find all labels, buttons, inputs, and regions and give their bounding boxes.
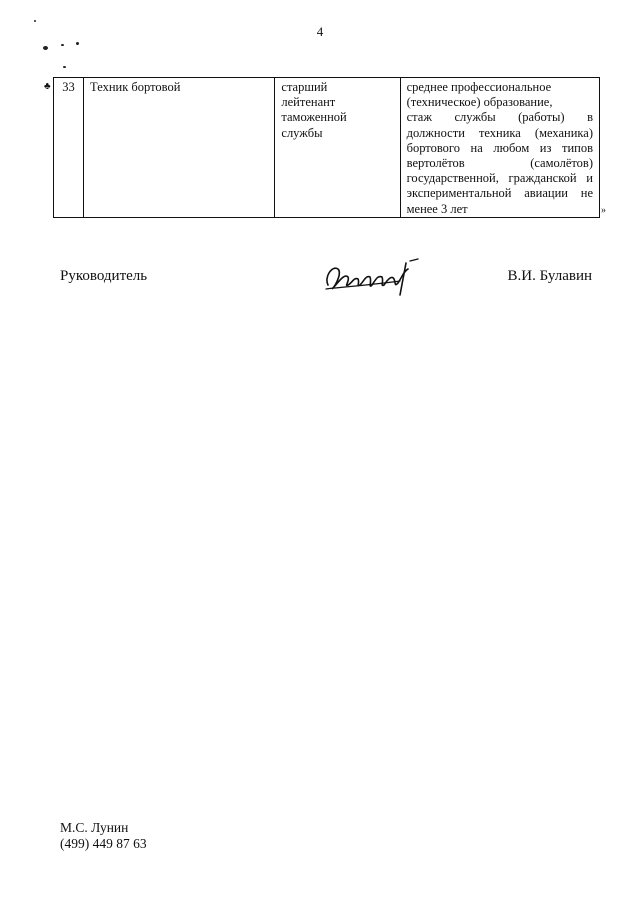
requirement-line: бортового на любом из типов xyxy=(406,140,593,155)
handwritten-signature xyxy=(322,255,422,299)
position-title: Техник бортовой xyxy=(84,78,275,218)
requirement-line: (техническое) образование, xyxy=(406,95,553,110)
requirement-line: вертолётов (самолётов) xyxy=(406,156,593,171)
requirement-line: среднее профессиональное xyxy=(406,80,552,94)
requirement-line: государственной, гражданской и xyxy=(406,171,593,186)
row-number: 33 xyxy=(54,78,84,218)
signer-role: Руководитель xyxy=(60,268,148,284)
requirement-line: менее 3 лет xyxy=(406,201,468,216)
rank-line: службы xyxy=(281,125,323,140)
requirements-cell xyxy=(400,78,599,218)
scan-speck xyxy=(63,66,66,68)
row-start-mark: ♣ xyxy=(44,81,51,92)
page-number: 4 xyxy=(316,24,324,39)
rank-line: лейтенант xyxy=(281,95,336,110)
rank-line: старший xyxy=(281,80,328,94)
scan-speck xyxy=(76,42,79,45)
contact-phone: (499) 449 87 63 xyxy=(60,836,147,851)
contact-name: М.С. Лунин xyxy=(60,820,129,835)
scan-speck xyxy=(34,20,36,22)
requirement-line: должности техника (механика) xyxy=(406,125,593,140)
positions-table xyxy=(53,77,600,218)
row-end-mark: » xyxy=(601,205,606,216)
signature-block xyxy=(60,268,592,298)
rank-cell xyxy=(275,78,400,218)
requirement-line: стаж службы (работы) в xyxy=(406,110,593,125)
scan-speck xyxy=(43,46,48,50)
requirement-line: экспериментальной авиации не xyxy=(406,186,593,201)
scan-speck xyxy=(61,44,64,46)
table-row xyxy=(54,78,600,218)
signer-name: В.И. Булавин xyxy=(507,268,592,284)
rank-line: таможенной xyxy=(281,110,347,125)
contact-block xyxy=(60,820,147,852)
